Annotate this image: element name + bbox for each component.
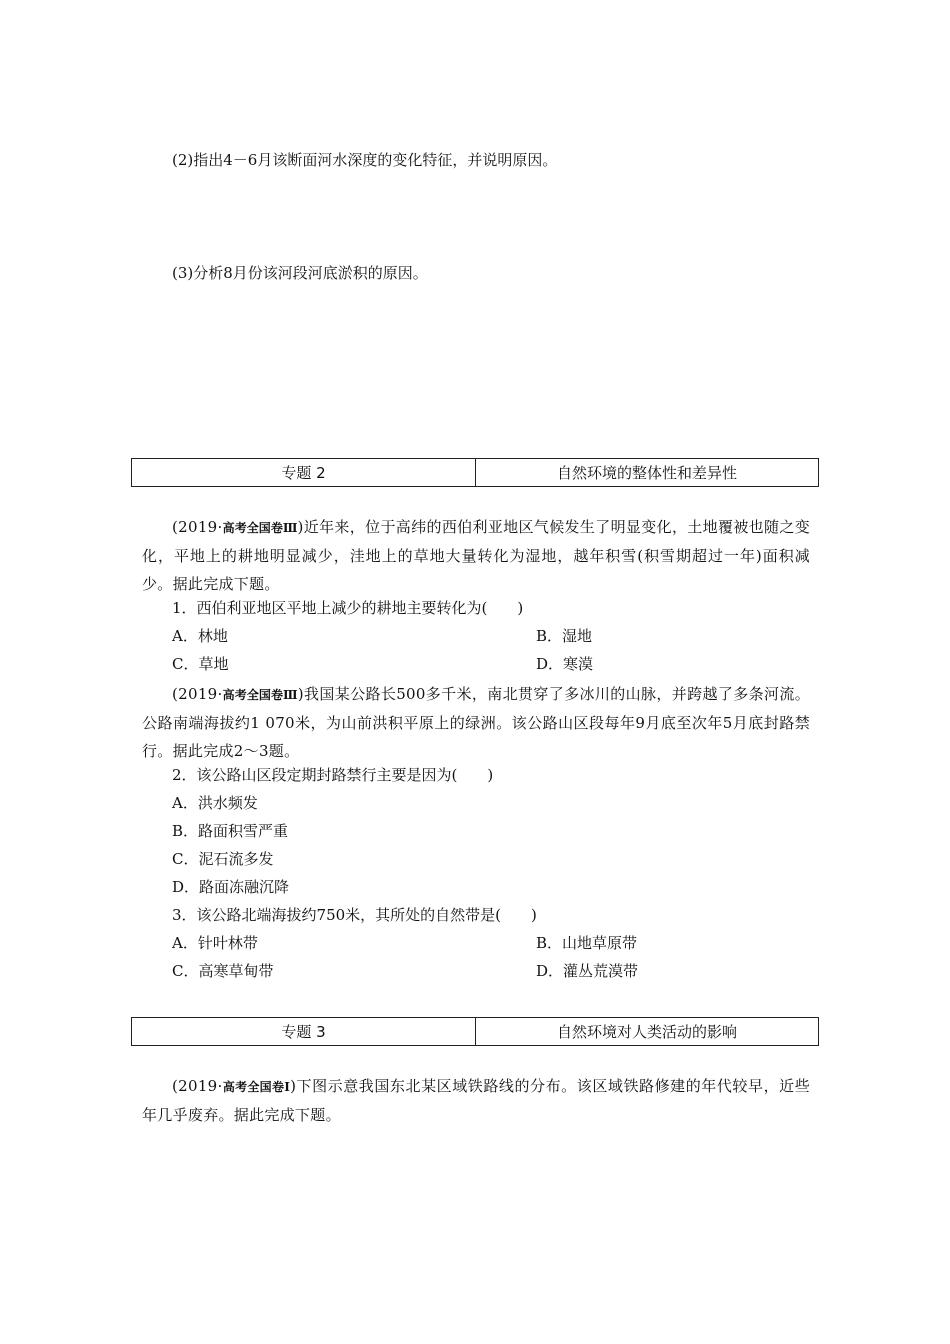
q1-option-d: D．寒漠 [536, 655, 594, 673]
topic-3-title: 自然环境对人类活动的影响 [476, 1018, 819, 1046]
topic-3-passage: (2019·高考全国卷Ⅰ)下图示意我国东北某区域铁路线的分布。该区域铁路修建的年代较早，近些年几乎废弃。据此完成下题。 [142, 1077, 810, 1124]
topic-2-passage-1: (2019·高考全国卷Ⅲ)近年来，位于高纬的西伯利亚地区气候发生了明显变化，土地覆被也随之变化，平地上的耕地明显减少，洼地上的草地大量转化为湿地，越年积雪(积雪期超过一年)面积减少。据此完成下题。 [142, 518, 810, 593]
q3-stem: 3．该公路北端海拔约750米，其所处的自然带是( ) [172, 906, 537, 924]
topic-2-passage-2: (2019·高考全国卷Ⅲ)我国某公路长500多千米，南北贯穿了多冰川的山脉，并跨越了多条河流。公路南端海拔约1 070米，为山前洪积平原上的绿洲。该公路山区段每年9月底至次年5月底封路禁行。据此完成2～3题。 [142, 685, 810, 760]
q1-option-b: B．湿地 [536, 627, 593, 645]
q2-option-b: B．路面积雪严重 [172, 822, 289, 840]
topic-3-label: 专题 3 [132, 1018, 476, 1046]
q2-option-d: D．路面冻融沉降 [172, 878, 290, 896]
source-label: 高考全国卷Ⅰ [222, 1080, 291, 1094]
source-label: 高考全国卷Ⅲ [222, 521, 298, 535]
topic-2-title: 自然环境的整体性和差异性 [476, 459, 819, 487]
q3-option-c: C．高寒草甸带 [172, 962, 274, 980]
question-3-text: (3)分析8月份该河段河底淤积的原因。 [172, 264, 428, 282]
topic-2-label: 专题 2 [132, 459, 476, 487]
q2-option-a: A．洪水频发 [172, 794, 258, 812]
source-label: 高考全国卷Ⅲ [222, 688, 298, 702]
q1-stem: 1．西伯利亚地区平地上减少的耕地主要转化为( ) [172, 599, 524, 617]
q1-option-a: A．林地 [172, 627, 228, 645]
q3-option-a: A．针叶林带 [172, 934, 258, 952]
q2-stem: 2．该公路山区段定期封路禁行主要是因为( ) [172, 766, 494, 784]
q3-option-d: D．灌丛荒漠带 [536, 962, 639, 980]
topic-2-header [131, 458, 819, 487]
q3-option-b: B．山地草原带 [536, 934, 638, 952]
q2-option-c: C．泥石流多发 [172, 850, 274, 868]
q1-option-c: C．草地 [172, 655, 229, 673]
topic-3-header [131, 1017, 819, 1046]
question-2-text: (2)指出4－6月该断面河水深度的变化特征，并说明原因。 [172, 151, 558, 169]
